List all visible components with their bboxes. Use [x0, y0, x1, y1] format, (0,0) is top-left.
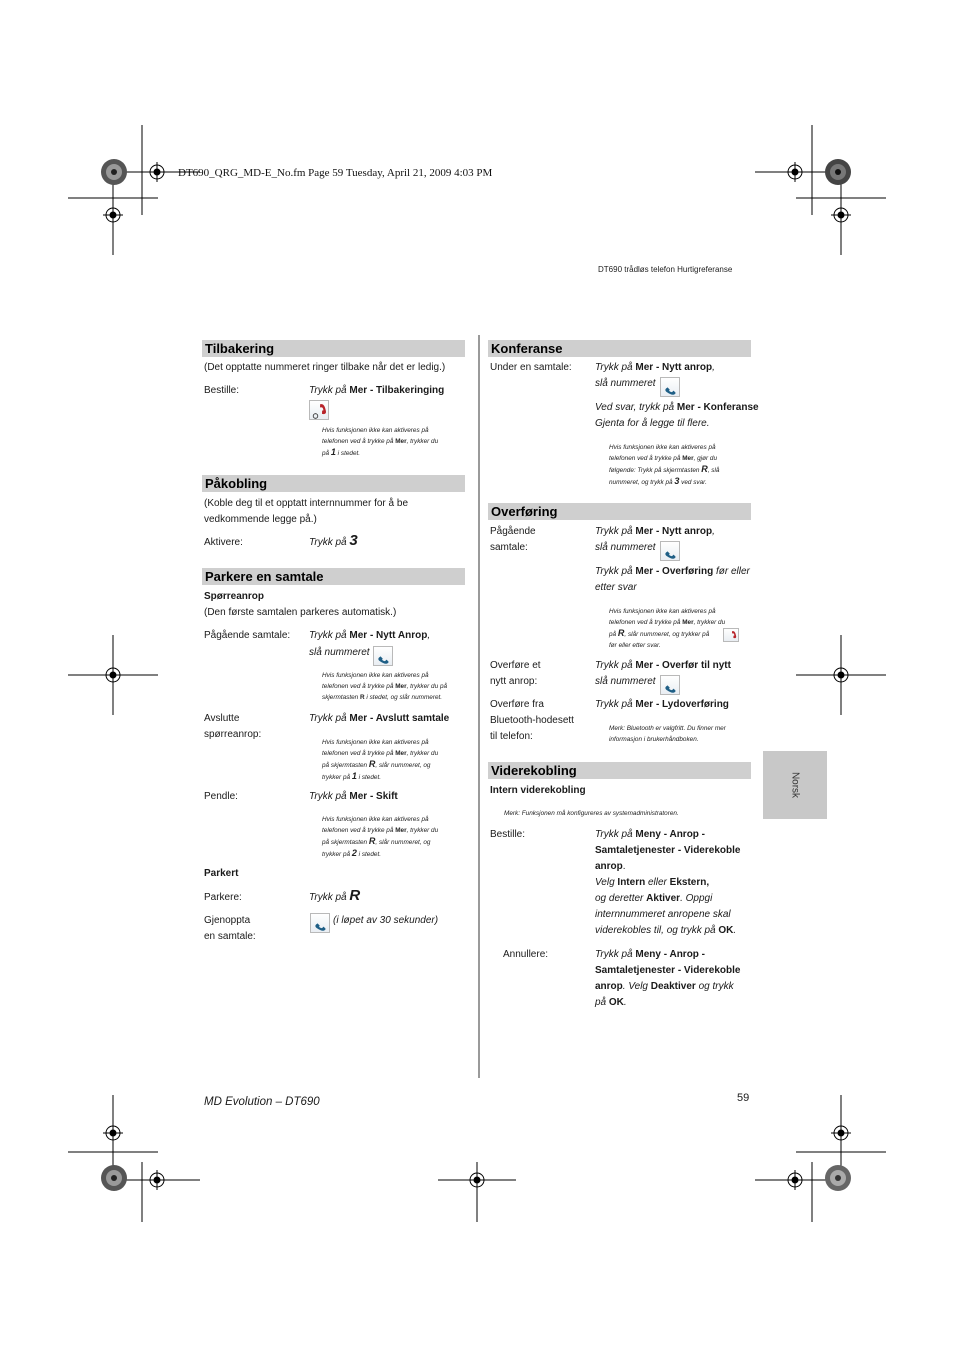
parkere-end-label-line1: Avslutte [204, 713, 240, 724]
konferanse-instruction: Trykk på Mer - Nytt anrop, [595, 362, 715, 373]
konferanse-dial: slå nummeret [595, 378, 656, 389]
viderekobling-cancel-line3: anrop. Velg Deaktiver og trykk [595, 981, 734, 992]
color-target-icon [101, 159, 127, 185]
language-tab [763, 751, 827, 819]
viderekobling-order-line5: og deretter Aktiver. Oppgi [595, 893, 713, 904]
phone-hangup-icon [723, 628, 739, 642]
parkere-resume-label-line1: Gjenoppta [204, 915, 251, 926]
overforing-new-label-line2: nytt anrop: [490, 676, 538, 687]
parkere-subheading-sporreanrop: Spørreanrop [204, 591, 265, 602]
parkere-ongoing-note: Hvis funksjonen ikke kan aktiveres på telefonen ved å trykke på Mer, trykker du på skjermtasten R i stedet, og slår nummeret. [322, 672, 448, 701]
parkere-park-instruction: Trykk på R [309, 887, 361, 904]
parkere-resume-instruction: (i løpet av 30 sekunder) [333, 915, 439, 926]
color-target-icon [825, 1165, 851, 1191]
phone-answer-icon [660, 377, 680, 397]
section-title-viderekobling: Viderekobling [488, 762, 751, 779]
color-target-icon [825, 159, 851, 185]
tilbakering-order-label: Bestille: [204, 385, 240, 396]
overforing-bt-label-line1: Overføre fra [490, 699, 544, 710]
phone-answer-icon [373, 646, 393, 666]
overforing-before-after: etter svar [595, 582, 637, 593]
overforing-ongoing-label-line2: samtale: [490, 542, 528, 553]
overforing-new-instruction: Trykk på Mer - Overfør til nytt [595, 660, 731, 671]
phone-hangup-icon [309, 400, 329, 420]
konferanse-on-answer: Ved svar, trykk på Mer - Konferanse [595, 402, 759, 413]
viderekobling-cancel-label: Annullere: [503, 949, 549, 960]
viderekobling-order-line1: Trykk på Meny - Anrop - [595, 829, 706, 840]
footer-title: MD Evolution – DT690 [204, 1096, 320, 1108]
section-title-overforing: Overføring [488, 503, 751, 520]
color-target-icon [101, 1165, 127, 1191]
registration-mark-icon [438, 1162, 516, 1222]
parkere-park-label: Parkere: [204, 892, 242, 903]
parkere-ongoing-instruction: Trykk på Mer - Nytt Anrop, [309, 630, 431, 641]
registration-mark-icon [796, 1095, 886, 1170]
tilbakering-note: Hvis funksjonen ikke kan aktiveres på telefonen ved å trykke på Mer, trykker du på 1 i stedet. [322, 427, 439, 457]
registration-mark-icon [796, 635, 886, 715]
overforing-instruction: Trykk på Mer - Nytt anrop, [595, 526, 715, 537]
running-header: DT690 trådløs telefon Hurtigreferanse [598, 265, 733, 274]
viderekobling-note: Merk: Funksjonen må konfigureres av systemadministratoren. [504, 810, 679, 817]
overforing-transfer: Trykk på Mer - Overføring før eller [595, 566, 750, 577]
overforing-bt-label-line2: Bluetooth-hodesett [490, 715, 574, 726]
viderekobling-cancel-line2: Samtaletjenester - Viderekoble [595, 965, 741, 976]
parkere-sporreanrop-description: (Den første samtalen parkeres automatisk.) [204, 607, 397, 618]
parkere-ongoing-label: Pågående samtale: [204, 630, 291, 641]
overforing-bt-label-line3: til telefon: [490, 731, 533, 742]
section-title-parkere: Parkere en samtale [202, 568, 465, 585]
overforing-new-dial: slå nummeret [595, 676, 656, 687]
registration-mark-icon [68, 180, 158, 255]
parkere-subheading-parkert: Parkert [204, 868, 239, 879]
pakobling-description-line2: vedkommende legge på.) [204, 514, 317, 525]
konferanse-note: Hvis funksjonen ikke kan aktiveres på telefonen ved å trykke på Mer, gjør du følgende: Trykk på skjermtasten R, slå nummeret, og trykk på 3 ved svar. [609, 444, 720, 486]
phone-answer-icon [660, 541, 680, 561]
parkere-toggle-label: Pendle: [204, 791, 238, 802]
column-divider [478, 335, 480, 1078]
overforing-ongoing-label-line1: Pågående [490, 526, 536, 537]
phone-answer-icon [310, 913, 330, 933]
parkere-resume-label-line2: en samtale: [204, 931, 256, 942]
overforing-new-label-line1: Overføre et [490, 660, 541, 671]
overforing-bt-instruction: Trykk på Mer - Lydoverføring [595, 699, 729, 710]
phone-answer-icon [660, 675, 680, 695]
viderekobling-order-line4: Velg Intern eller Ekstern, [595, 877, 710, 888]
print-header: DT690_QRG_MD-E_No.fm Page 59 Tuesday, April 21, 2009 4:03 PM [178, 167, 493, 179]
registration-mark-icon [796, 180, 886, 255]
pakobling-activate-label: Aktivere: [204, 537, 243, 548]
parkere-end-label-line2: spørreanrop: [204, 729, 262, 740]
parkere-toggle-note: Hvis funksjonen ikke kan aktiveres på telefonen ved å trykke på Mer, trykker du på skjermtasten R, slår nummeret, og trykker på 2 i stedet. [322, 816, 439, 858]
overforing-bt-note: Merk: Bluetooth er valgfritt. Du finner mer informasjon i brukerhåndboken. [609, 725, 726, 743]
registration-mark-icon [68, 635, 158, 715]
viderekobling-cancel-line1: Trykk på Meny - Anrop - [595, 949, 706, 960]
pakobling-activate-instruction: Trykk på 3 [309, 532, 358, 549]
section-title-tilbakering: Tilbakering [202, 340, 465, 357]
registration-mark-icon [68, 1095, 158, 1170]
konferanse-repeat: Gjenta for å legge til flere. [595, 418, 710, 429]
viderekobling-order-line3: anrop. [595, 861, 626, 872]
parkere-ongoing-dial: slå nummeret [309, 647, 370, 658]
page-number: 59 [737, 1092, 750, 1104]
section-title-konferanse: Konferanse [488, 340, 751, 357]
overforing-dial: slå nummeret [595, 542, 656, 553]
parkere-end-instruction: Trykk på Mer - Avslutt samtale [309, 713, 450, 724]
parkere-end-note: Hvis funksjonen ikke kan aktiveres på telefonen ved å trykke på Mer, trykker du på skjermtasten R, slår nummeret, og trykker på 1 i stedet. [322, 739, 439, 781]
konferanse-label: Under en samtale: [490, 362, 572, 373]
overforing-note: Hvis funksjonen ikke kan aktiveres på telefonen ved å trykke på Mer, trykker du på R, slår nummeret, og trykker på før eller etter svar. [609, 608, 726, 649]
parkere-toggle-instruction: Trykk på Mer - Skift [309, 791, 398, 802]
language-tab-label: Norsk [789, 771, 801, 799]
section-title-pakobling: Påkobling [202, 475, 465, 492]
tilbakering-description: (Det opptatte nummeret ringer tilbake når det er ledig.) [204, 362, 446, 373]
tilbakering-order-instruction: Trykk på Mer - Tilbakeringing [309, 385, 445, 396]
viderekobling-order-line6: internnummeret anropene skal [595, 909, 731, 920]
viderekobling-order-line7: viderekobles til, og trykk på OK. [595, 925, 737, 936]
pakobling-description-line1: (Koble deg til et opptatt internnummer for å be [204, 498, 409, 509]
viderekobling-subheading: Intern viderekobling [490, 785, 586, 796]
viderekobling-order-line2: Samtaletjenester - Viderekoble [595, 845, 741, 856]
viderekobling-order-label: Bestille: [490, 829, 526, 840]
viderekobling-cancel-line4: på OK. [595, 997, 627, 1008]
